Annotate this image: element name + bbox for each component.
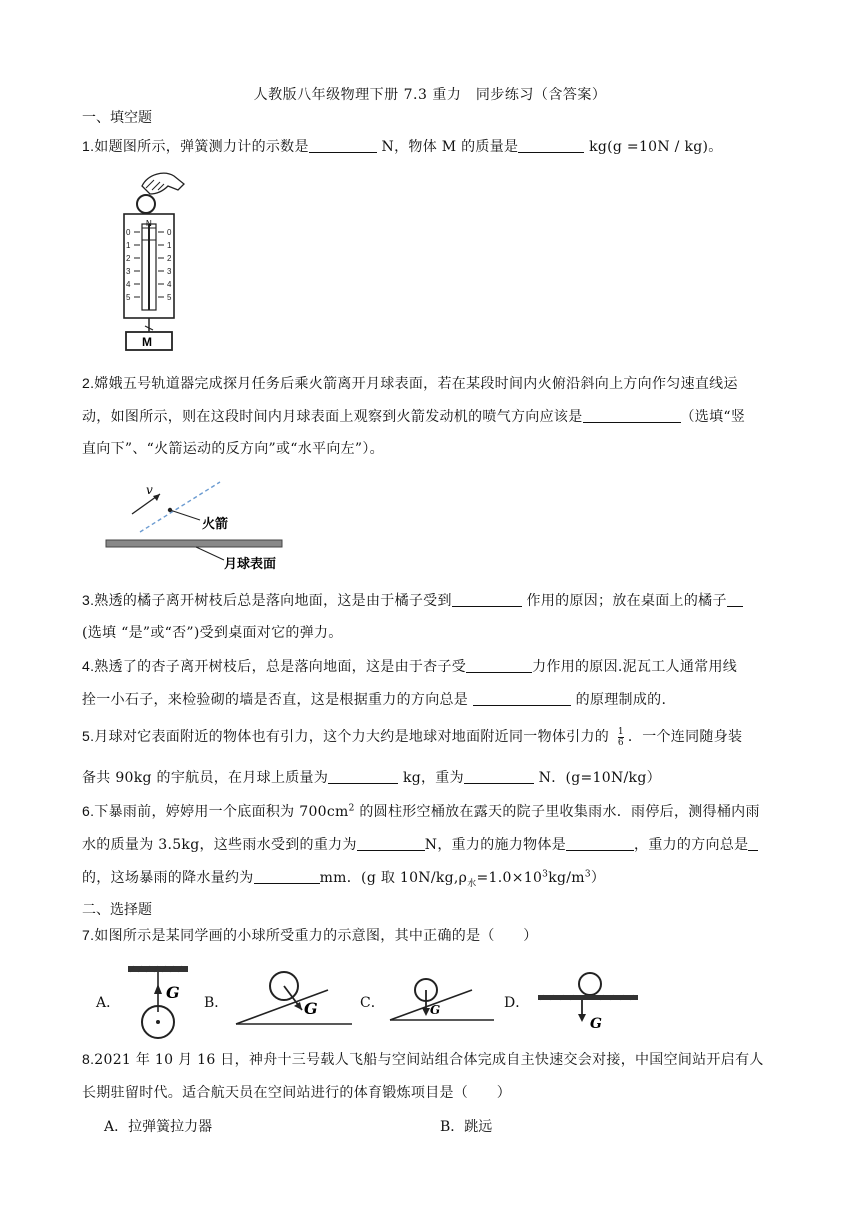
tick-label: 3 xyxy=(126,267,131,276)
question-2-line-2: 动，如图所示，则在这段时间内月球表面上观察到火箭发动机的喷气方向应该是 （选填“竖 xyxy=(82,409,746,425)
option-c-label[interactable]: C． xyxy=(360,995,385,1011)
question-6-line-2: 水的质量为 3.5kg，这些雨水受到的重力为 N，重力的施力物体是 ，重力的方向总是 xyxy=(82,834,782,854)
question-4: 4.熟透了的杏子离开树枝后，总是落向地面，这是由于杏子受 力作用的原因.泥瓦工人通常用线 xyxy=(82,658,738,675)
velocity-label: v xyxy=(146,483,153,497)
rocket-figure xyxy=(100,476,300,572)
option-b-figure xyxy=(232,966,356,1030)
section-fill-blank: 一、填空题 xyxy=(82,110,152,126)
option-d-figure xyxy=(534,968,644,1032)
rocket-label: 火箭 xyxy=(202,517,229,532)
fraction-one-sixth: $\frac{1}{6}$ xyxy=(617,726,624,748)
tick-label: 1 xyxy=(126,241,131,250)
answer-blank[interactable] xyxy=(309,139,377,153)
question-5-line-2: 备共 90kg 的宇航员，在月球上质量为 kg，重为 N．(g=10N/kg） xyxy=(82,770,661,786)
tick-label: 0 xyxy=(167,228,172,237)
question-2-line-3: 直向下”、“火箭运动的反方向”或“水平向左”）。 xyxy=(82,441,384,457)
tick-label: 5 xyxy=(126,293,131,302)
answer-blank[interactable] xyxy=(452,593,522,607)
spring-scale-figure xyxy=(112,168,202,354)
tick-label: 3 xyxy=(167,267,172,276)
tick-label: 4 xyxy=(126,280,131,289)
question-6-line-3: 的，这场暴雨的降水量约为 mm．(g 取 $10N/kg,\rho_水=1.0\times 10^3kg/m^3$） xyxy=(82,869,606,889)
answer-blank[interactable] xyxy=(328,770,398,784)
g-label: G xyxy=(430,1003,441,1017)
tick-label: 1 xyxy=(167,241,172,250)
answer-blank[interactable] xyxy=(518,139,584,153)
moon-surface-label: 月球表面 xyxy=(224,557,277,572)
question-5: 5.月球对它表面附近的物体也有引力，这个力大约是地球对地面附近同一物体引力的 $\frac{1}{6}$ ．一个连同随身装 xyxy=(82,726,743,748)
g-label: G xyxy=(590,1016,602,1032)
tick-label: 4 xyxy=(167,280,172,289)
answer-blank[interactable] xyxy=(727,593,743,607)
option-c-figure xyxy=(386,974,498,1026)
option-a-figure xyxy=(124,964,194,1042)
tick-label: 0 xyxy=(126,228,131,237)
question-3: 3.熟透的橘子离开树枝后总是落向地面，这是由于橘子受到 作用的原因；放在桌面上的橘子 xyxy=(82,590,782,610)
page-title: 人教版八年级物理下册 7.3 重力 同步练习（含答案） xyxy=(253,87,607,103)
question-8: 8.2021 年 10 月 16 日，神舟十三号载人飞船与空间站组合体完成自主快速交会对接，中国空间站开启有人 xyxy=(82,1051,764,1068)
answer-blank[interactable] xyxy=(464,770,534,784)
question-4-line-2: 拴一小石子，来检验砌的墙是否直，这是根据重力的方向总是 的原理制成的. xyxy=(82,692,667,708)
answer-blank[interactable] xyxy=(473,692,571,706)
question-8-line-2: 长期驻留时代。适合航天员在空间站进行的体育锻炼项目是（ ） xyxy=(82,1085,511,1101)
question-2: 2.嫦娥五号轨道器完成探月任务后乘火箭离开月球表面，若在某段时间内火俯沿斜向上方向作匀速直线运 xyxy=(82,375,738,392)
option-b-text[interactable]: B．跳远 xyxy=(440,1119,493,1135)
option-b-label[interactable]: B． xyxy=(204,995,229,1011)
answer-blank[interactable] xyxy=(357,837,425,851)
option-a-label[interactable]: A． xyxy=(96,995,121,1011)
answer-blank[interactable] xyxy=(583,409,681,423)
object-m-label: M xyxy=(142,335,152,349)
answer-blank[interactable] xyxy=(748,837,758,851)
answer-blank[interactable] xyxy=(466,659,532,673)
answer-blank[interactable] xyxy=(566,837,634,851)
scale-unit-label: N xyxy=(146,219,152,228)
g-label: G xyxy=(166,983,180,1002)
question-1: 1.如题图所示，弹簧测力计的示数是 N，物体 M 的质量是 kg(g =10N / kg)。 xyxy=(82,138,723,155)
g-label: G xyxy=(304,999,318,1018)
tick-label: 2 xyxy=(167,254,172,263)
section-choice: 二、选择题 xyxy=(82,902,152,918)
answer-blank[interactable] xyxy=(254,870,320,884)
option-a-text[interactable]: A．拉弹簧拉力器 xyxy=(104,1119,213,1135)
question-6: 6.下暴雨前，婷婷用一个底面积为 $700cm^2$ 的圆柱形空桶放在露天的院子里收集雨水．雨停后，测得桶内雨 xyxy=(82,803,760,820)
tick-label: 5 xyxy=(167,293,172,302)
option-d-label[interactable]: D． xyxy=(504,995,530,1011)
question-3-line-2: (选填 “是”或“否”)受到桌面对它的弹力。 xyxy=(82,625,343,641)
question-7: 7.如图所示是某同学画的小球所受重力的示意图，其中正确的是（ ） xyxy=(82,927,538,944)
tick-label: 2 xyxy=(126,254,131,263)
